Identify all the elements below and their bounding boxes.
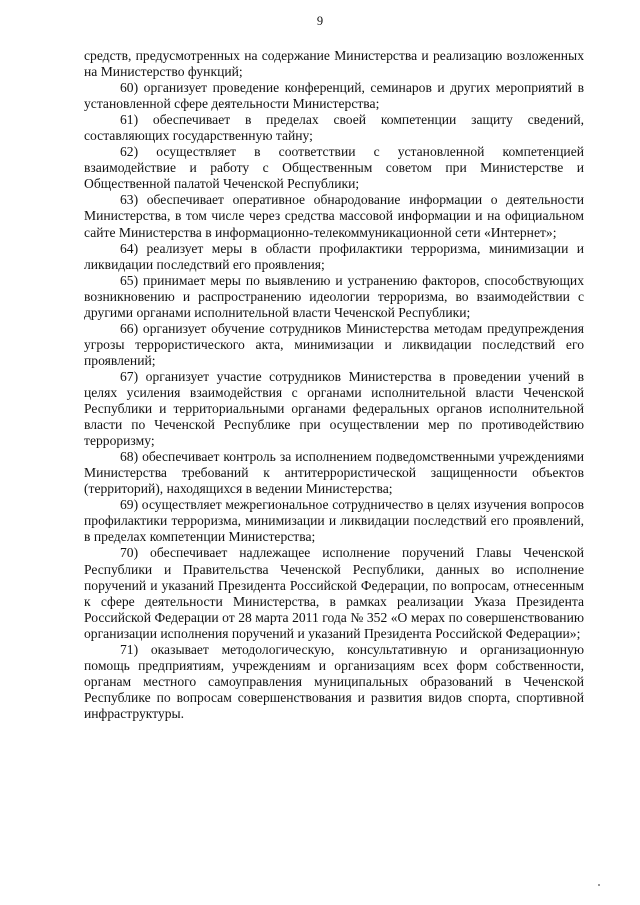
paragraph-item-62: 62) осуществляет в соответствии с установленной компетенцией взаимодействие и работу с Общественным советом при Министерстве и Общественной палатой Чеченской Республики; <box>84 144 584 192</box>
paragraph-continuation: средств, предусмотренных на содержание Министерства и реализацию возложенных на Министерство функций; <box>84 48 584 80</box>
paragraph-item-66: 66) организует обучение сотрудников Министерства методам предупреждения угрозы террористического акта, минимизации и ликвидации последствий его проявлений; <box>84 320 584 368</box>
scan-artifact-dot <box>598 884 600 886</box>
paragraph-item-65: 65) принимает меры по выявлению и устранению факторов, способствующих возникновению и распространению идеологии терроризма, во взаимодействии с другими органами исполнительной власти Чеченской Республики; <box>84 272 584 320</box>
paragraph-item-68: 68) обеспечивает контроль за исполнением подведомственными учреждениями Министерства требований к антитеррористической защищенности объектов (территорий), находящихся в ведении Министерства; <box>84 449 584 497</box>
paragraph-item-60: 60) организует проведение конференций, семинаров и других мероприятий в установленной сфере деятельности Министерства; <box>84 80 584 112</box>
paragraph-item-69: 69) осуществляет межрегиональное сотрудничество в целях изучения вопросов профилактики терроризма, минимизации и ликвидации последствий его проявлений, в пределах компетенции Министерства; <box>84 497 584 545</box>
paragraph-item-61: 61) обеспечивает в пределах своей компетенции защиту сведений, составляющих государственную тайну; <box>84 112 584 144</box>
paragraph-item-67: 67) организует участие сотрудников Министерства в проведении учений в целях усиления взаимодействия с органами исполнительной власти Чеченской Республики и территориальными органами федеральных органов исполнительной власти по Чеченской Республике при осуществлении мер по противодействию терроризму; <box>84 368 584 449</box>
page-number: 9 <box>316 14 324 28</box>
paragraph-item-63: 63) обеспечивает оперативное обнародование информации о деятельности Министерства, в том числе через средства массовой информации и на официальном сайте Министерства в информационно-телекоммуникационной сети «Интернет»; <box>84 192 584 240</box>
paragraph-item-64: 64) реализует меры в области профилактики терроризма, минимизации и ликвидации последствий его проявления; <box>84 240 584 272</box>
paragraph-item-70: 70) обеспечивает надлежащее исполнение поручений Главы Чеченской Республики и Правительства Чеченской Республики, данных во исполнение поручений и указаний Президента Российской Федерации, по вопросам, отнесенным к сфере деятельности Министерства, в рамках реализации Указа Президента Российской Федерации от 28 марта 2011 года № 352 «О мерах по совершенствованию организации исполнения поручений и указаний Президента Российской Федерации»; <box>84 545 584 641</box>
document-body <box>84 48 584 722</box>
paragraph-item-71: 71) оказывает методологическую, консультативную и организационную помощь предприятиям, учреждениям и организациям всех форм собственности, органам местного самоуправления муниципальных образований в Чеченской Республике по вопросам совершенствования и развития видов спорта, спортивной инфраструктуры. <box>84 641 584 721</box>
